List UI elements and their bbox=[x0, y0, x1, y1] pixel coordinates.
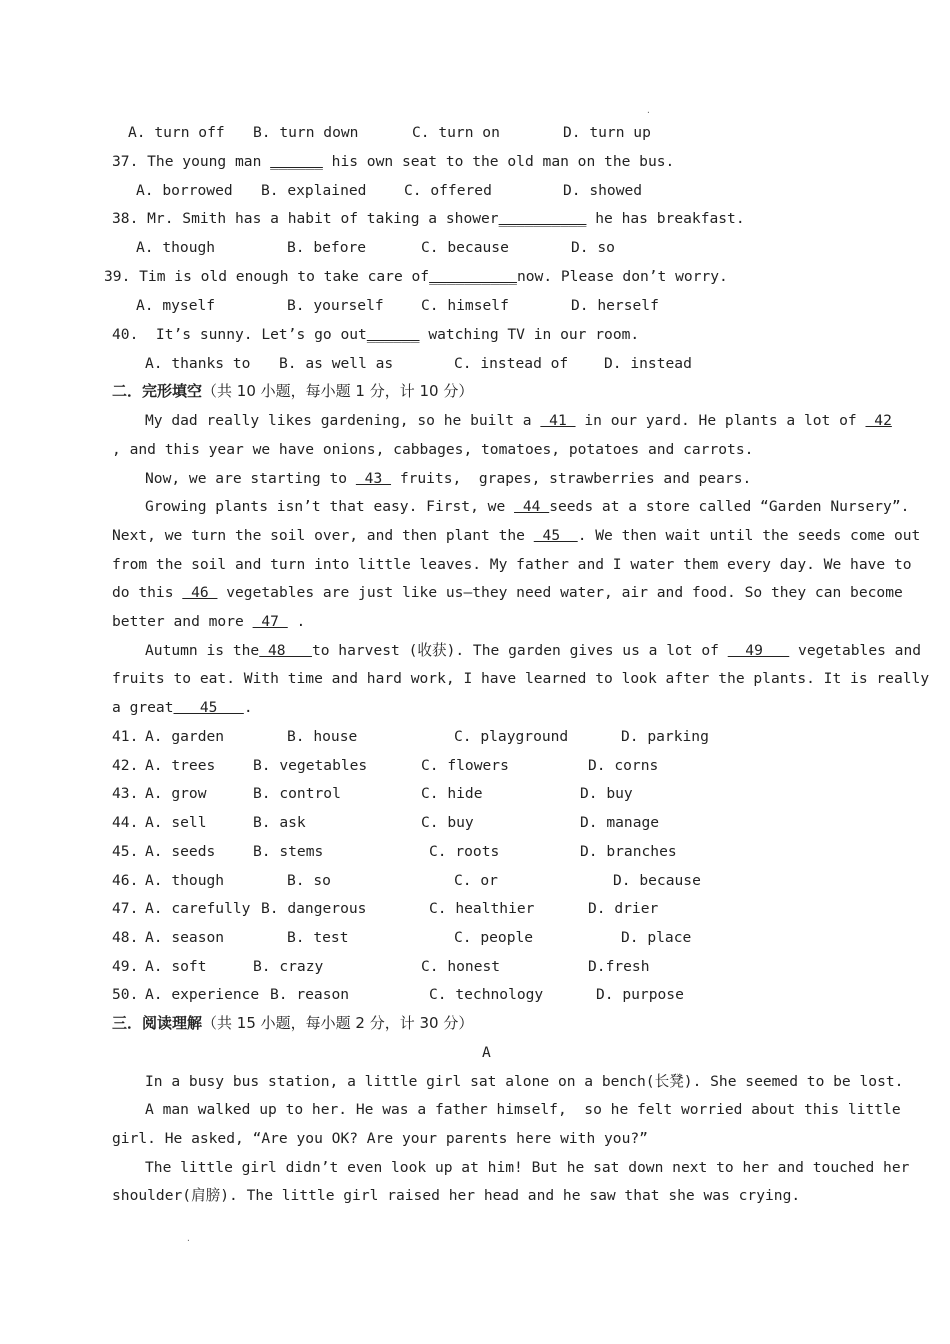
passage-line: In a busy bus station, a little girl sat alone on a bench(长凳). She seemed to be lost. bbox=[145, 1073, 904, 1090]
section-title: 二．完形填空 bbox=[112, 382, 203, 400]
option-c: C. honest bbox=[421, 958, 501, 975]
option-a: A. season bbox=[145, 929, 225, 946]
section-3-heading bbox=[112, 1013, 473, 1033]
option-number: 49. bbox=[112, 958, 139, 975]
passage-line: do this 46 vegetables are just like us—they need water, air and food. So they can become bbox=[112, 584, 903, 601]
option-number: 50. bbox=[112, 986, 139, 1003]
option-a: A. sell bbox=[145, 814, 207, 831]
blank-45: 45 bbox=[533, 527, 578, 544]
option-d: D. place bbox=[621, 929, 692, 946]
option-b: B. yourself bbox=[287, 297, 384, 314]
option-c: C. instead of bbox=[454, 355, 569, 372]
blank-49: 49 bbox=[727, 642, 790, 659]
option-d: D. parking bbox=[621, 728, 709, 745]
option-c: C. playground bbox=[454, 728, 569, 745]
option-d: D. instead bbox=[604, 355, 692, 372]
option-d: D. herself bbox=[571, 297, 659, 314]
question-38-stem: 38. Mr. Smith has a habit of taking a shower__________ he has breakfast. bbox=[112, 210, 745, 227]
option-d: D. because bbox=[613, 872, 701, 889]
option-d: D. buy bbox=[580, 785, 633, 802]
option-a: A. seeds bbox=[145, 843, 216, 860]
passage-line: Autumn is the 48 to harvest (收获). The garden gives us a lot of 49 vegetables and bbox=[145, 642, 922, 659]
option-d: D. corns bbox=[588, 757, 659, 774]
option-b: B. reason bbox=[270, 986, 350, 1003]
option-d: D. turn up bbox=[563, 124, 651, 141]
question-39-stem: 39. Tim is old enough to take care of__________now. Please don’t worry. bbox=[104, 268, 728, 285]
option-a: A. garden bbox=[145, 728, 225, 745]
option-a: A. though bbox=[145, 872, 225, 889]
option-a: A. turn off bbox=[128, 124, 225, 141]
option-d: D. so bbox=[571, 239, 615, 256]
answer-blank: __________ bbox=[429, 268, 517, 285]
option-d: D. showed bbox=[563, 182, 643, 199]
blank-42: 42 bbox=[865, 412, 892, 429]
option-c: C. roots bbox=[429, 843, 500, 860]
blank-44: 44 bbox=[514, 498, 550, 515]
answer-blank: ______ bbox=[366, 326, 420, 343]
answer-blank: __________ bbox=[498, 210, 587, 227]
section-note: （共 15 小题，每小题 2 分，计 30 分） bbox=[202, 1014, 474, 1032]
option-number: 48. bbox=[112, 929, 139, 946]
option-b: B. turn down bbox=[253, 124, 359, 141]
option-b: B. vegetables bbox=[253, 757, 368, 774]
option-c: C. because bbox=[421, 239, 509, 256]
option-a: A. thanks to bbox=[145, 355, 251, 372]
option-a: A. grow bbox=[145, 785, 207, 802]
passage-line: fruits to eat. With time and hard work, I have learned to look after the plants. It is really bbox=[112, 670, 930, 687]
option-c: C. people bbox=[454, 929, 534, 946]
option-d: D. branches bbox=[580, 843, 677, 860]
blank-43: 43 bbox=[355, 470, 392, 487]
passage-line: , and this year we have onions, cabbages, tomatoes, potatoes and carrots. bbox=[112, 441, 754, 458]
option-b: B. as well as bbox=[279, 355, 394, 372]
option-c: C. hide bbox=[421, 785, 483, 802]
option-b: B. explained bbox=[261, 182, 367, 199]
blank-46: 46 bbox=[182, 584, 218, 601]
option-c: C. flowers bbox=[421, 757, 509, 774]
passage-line: from the soil and turn into little leaves. My father and I water them every day. We have to bbox=[112, 556, 912, 573]
section-note: （共 10 小题，每小题 1 分，计 10 分） bbox=[202, 382, 474, 400]
option-c: C. himself bbox=[421, 297, 509, 314]
question-40-stem: 40. It’s sunny. Let’s go out______ watching TV in our room. bbox=[112, 326, 640, 343]
question-37-stem: 37. The young man ______ his own seat to the old man on the bus. bbox=[112, 153, 675, 170]
option-b: B. before bbox=[287, 239, 367, 256]
option-b: B. ask bbox=[253, 814, 306, 831]
blank-50: 45 bbox=[173, 699, 244, 716]
option-b: B. control bbox=[253, 785, 341, 802]
option-b: B. test bbox=[287, 929, 349, 946]
option-a: A. carefully bbox=[145, 900, 251, 917]
option-c: C. healthier bbox=[429, 900, 535, 917]
option-b: B. stems bbox=[253, 843, 324, 860]
option-a: A. myself bbox=[136, 297, 216, 314]
option-a: A. experience bbox=[145, 986, 260, 1003]
blank-41: 41 bbox=[540, 412, 576, 429]
option-a: A. borrowed bbox=[136, 182, 233, 199]
option-c: C. buy bbox=[421, 814, 474, 831]
option-b: B. crazy bbox=[253, 958, 324, 975]
blank-48: 48 bbox=[259, 642, 312, 659]
option-number: 44. bbox=[112, 814, 139, 831]
option-d: D.fresh bbox=[588, 958, 650, 975]
passage-line: The little girl didn’t even look up at him! But he sat down next to her and touched her bbox=[145, 1159, 910, 1176]
option-d: D. purpose bbox=[596, 986, 684, 1003]
blank-47: 47 bbox=[252, 613, 288, 630]
option-number: 47. bbox=[112, 900, 139, 917]
option-c: C. turn on bbox=[412, 124, 500, 141]
passage-line: My dad really likes gardening, so he built a 41 in our yard. He plants a lot of 42 bbox=[145, 412, 892, 429]
passage-line: girl. He asked, “Are you OK? Are your parents here with you?” bbox=[112, 1130, 648, 1147]
option-c: C. technology bbox=[429, 986, 544, 1003]
scan-dot: · bbox=[646, 108, 651, 117]
passage-line: Next, we turn the soil over, and then plant the 45 . We then wait until the seeds come out bbox=[112, 527, 921, 544]
option-number: 43. bbox=[112, 785, 139, 802]
passage-line: shoulder(肩膀). The little girl raised her head and he saw that she was crying. bbox=[112, 1187, 801, 1204]
option-number: 46. bbox=[112, 872, 139, 889]
option-b: B. house bbox=[287, 728, 358, 745]
option-b: B. so bbox=[287, 872, 331, 889]
option-b: B. dangerous bbox=[261, 900, 367, 917]
passage-line: better and more 47 . bbox=[112, 613, 306, 630]
scan-dot: · bbox=[186, 1236, 191, 1245]
answer-blank: ______ bbox=[270, 153, 323, 170]
option-number: 42. bbox=[112, 757, 139, 774]
option-d: D. manage bbox=[580, 814, 660, 831]
option-a: A. trees bbox=[145, 757, 216, 774]
passage-line: Growing plants isn’t that easy. First, we 44 seeds at a store called “Garden Nursery”. bbox=[145, 498, 910, 515]
passage-line: Now, we are starting to 43 fruits, grapes, strawberries and pears. bbox=[145, 470, 752, 487]
option-c: C. offered bbox=[404, 182, 492, 199]
option-a: A. soft bbox=[145, 958, 207, 975]
option-d: D. drier bbox=[588, 900, 659, 917]
option-number: 45. bbox=[112, 843, 139, 860]
passage-label: A bbox=[482, 1044, 491, 1061]
passage-line: A man walked up to her. He was a father himself, so he felt worried about this little bbox=[145, 1101, 901, 1118]
option-number: 41. bbox=[112, 728, 139, 745]
option-a: A. though bbox=[136, 239, 216, 256]
section-2-heading bbox=[112, 381, 473, 401]
passage-line: a great 45 . bbox=[112, 699, 253, 716]
section-title: 三．阅读理解 bbox=[112, 1014, 203, 1032]
option-c: C. or bbox=[454, 872, 498, 889]
